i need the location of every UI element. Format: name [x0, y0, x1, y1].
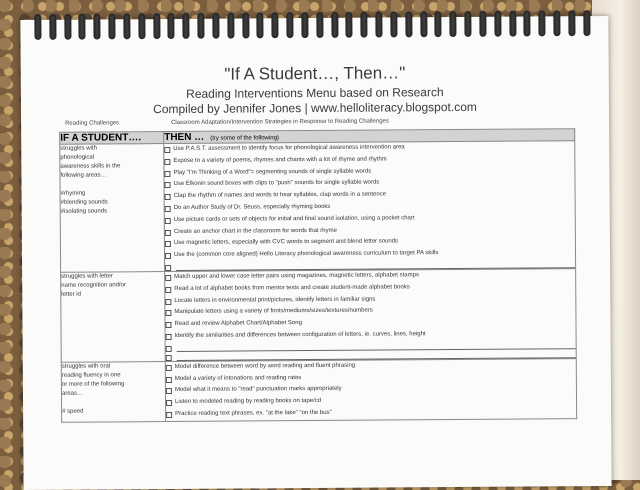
strategy-text: Clap the rhythm of names and words to hear syllables, clap words in a sentence: [173, 191, 387, 200]
checkbox[interactable]: [165, 287, 171, 293]
checkbox[interactable]: [166, 355, 172, 361]
spiral-ring: [64, 14, 71, 40]
spiral-ring: [227, 13, 234, 39]
spiral-ring: [286, 12, 293, 38]
spiral-ring: [538, 10, 545, 36]
checkbox[interactable]: [166, 400, 172, 406]
worksheet-page: [20, 16, 611, 490]
strategy-text: Use the (common core aligned) Hello Literacy phonological awareness curriculum to target PA skills: [173, 250, 439, 259]
challenge-line: # speed: [62, 408, 84, 415]
spiral-ring: [450, 11, 457, 37]
challenge-line: areas…: [61, 390, 84, 397]
interventions-table: [59, 128, 577, 422]
spiral-ring: [390, 11, 397, 37]
strategy-text: Read and review Alphabet Chart/Alphabet Song: [174, 320, 302, 328]
checkbox[interactable]: [165, 299, 171, 305]
challenge-line: phonological: [60, 154, 95, 161]
challenge-line: struggles with oral: [61, 363, 111, 370]
strategies-cell: [165, 358, 576, 421]
spiral-ring: [34, 14, 41, 40]
strategy-text: Locate letters in environmental print/pictures, identify letters in familiar signs: [174, 296, 376, 304]
spiral-ring: [197, 13, 204, 39]
checkbox[interactable]: [166, 388, 172, 394]
spiral-ring: [509, 11, 516, 37]
spiral-ring: [212, 13, 219, 39]
checkbox[interactable]: [165, 241, 171, 247]
challenge-line: letter id: [61, 291, 81, 298]
checkbox[interactable]: [165, 310, 171, 316]
strategy-text: Create an anchor chart in the classroom for words that rhyme: [173, 227, 337, 235]
header-if-a-student: IF A STUDENT….: [60, 132, 164, 145]
strategy-text: Practice reading text phrases, ex. "at the lake" "on the bus": [175, 409, 332, 417]
strategy-text: Expose to a variety of poems, rhymes and chants with a lot of rhyme and rhythm: [173, 156, 387, 164]
spiral-ring: [479, 11, 486, 37]
challenge-line: #rhyming: [60, 190, 86, 197]
challenge-cell: [61, 361, 165, 422]
spiral-ring: [316, 12, 323, 38]
table-row: [60, 141, 576, 273]
spiral-ring: [494, 11, 501, 37]
spiral-ring: [272, 12, 279, 38]
spiral-ring: [108, 13, 115, 39]
checkbox[interactable]: [165, 182, 171, 188]
strategy-text: Manipulate letters using a variety of fonts/mediums/sizes/textures/numbers: [174, 307, 373, 316]
checkbox[interactable]: [165, 218, 171, 224]
checkbox[interactable]: [165, 253, 171, 259]
strategy-text: Identify the similarities and differences between configuration of letters, ie. curves, lines, height: [174, 331, 426, 339]
checkbox[interactable]: [165, 230, 171, 236]
caption-interventions: Classroom Adaptation/Intervention Strategies in Response to Reading Challenges: [171, 118, 389, 127]
header-then-note: (try some of the following): [210, 135, 279, 142]
spiral-ring: [79, 14, 86, 40]
caption-reading-challenges: Reading Challenges: [65, 120, 120, 127]
checkbox[interactable]: [166, 377, 172, 383]
spiral-ring: [94, 13, 101, 39]
checkbox[interactable]: [166, 346, 172, 352]
strategy-item: [166, 406, 576, 421]
checkbox[interactable]: [165, 194, 171, 200]
spiral-ring: [524, 10, 531, 36]
spiral-ring: [464, 11, 471, 37]
strategy-text: Use picture cards or sets of objects for initial and final sound isolation, using a pocket chart: [173, 215, 415, 223]
spiral-ring: [49, 14, 56, 40]
spiral-ring: [435, 11, 442, 37]
page-title: "If A Student…, Then…": [224, 63, 406, 84]
checkbox[interactable]: [165, 275, 171, 281]
checkbox[interactable]: [165, 206, 171, 212]
spiral-ring: [405, 11, 412, 37]
strategy-text: Use magnetic letters, especially with CVC words to segment and blend letter sounds: [173, 238, 399, 247]
checkbox[interactable]: [165, 265, 171, 271]
strategy-text: Use Elkonin sound boxes with clips to "push" sounds for single syllable words: [173, 179, 380, 188]
strategy-text: Model what it means to "read" punctuation marks appropriately: [174, 386, 342, 394]
strategy-text: Play "I'm Thinking of a Word"= segmenting sounds of single syllable words: [173, 168, 372, 176]
strategy-text: Model a variety of intonations and reading rates: [174, 374, 302, 382]
spiral-ring: [242, 12, 249, 38]
challenge-line: reading fluency in one: [61, 372, 121, 379]
spiral-ring: [361, 12, 368, 38]
spiral-ring: [257, 12, 264, 38]
page-subtitle: Reading Interventions Menu based on Research: [186, 85, 444, 101]
challenge-line: or more of the following: [61, 381, 125, 388]
challenge-cell: [60, 144, 165, 273]
strategy-text: Use P.A.S.T. assessment to identify focus for phonological awareness intervention area: [173, 144, 405, 152]
spiral-ring: [420, 11, 427, 37]
strategies-cell: [165, 269, 577, 362]
table-row: [61, 269, 577, 362]
strategy-text: Listen to modeled reading by reading books on tape/cd: [175, 398, 322, 406]
spiral-ring: [183, 13, 190, 39]
header-then: THEN … (try some of the following): [164, 129, 575, 144]
spiral-ring: [553, 10, 560, 36]
strategy-text: Read a lot of alphabet books from mentor texts and create student-made alphabet books: [174, 284, 410, 292]
strategy-text: Match upper and lower case letter pairs using magazines, magnetic letters, alphabet stamps: [174, 272, 419, 280]
strategies-cell: [164, 141, 576, 272]
checkbox[interactable]: [164, 147, 170, 153]
spiral-ring: [153, 13, 160, 39]
challenge-line: struggles with: [60, 145, 97, 152]
challenge-line: following areas…: [60, 172, 107, 179]
checkbox[interactable]: [166, 365, 172, 371]
challenge-line: name recognition and/or: [61, 282, 126, 289]
checkbox[interactable]: [166, 412, 172, 418]
spiral-ring: [583, 10, 590, 36]
spiral-ring: [301, 12, 308, 38]
author-credit: Compiled by Jennifer Jones | www.helloliteracy.blogspot.com: [153, 99, 477, 117]
strategy-text: Do an Author Study of Dr. Seuss, especially rhyming books: [173, 203, 331, 211]
spiral-ring: [138, 13, 145, 39]
spiral-ring: [331, 12, 338, 38]
strategy-text: Model difference between word by word reading and fluent phrasing: [174, 362, 356, 370]
checkbox[interactable]: [166, 334, 172, 340]
challenge-line: #isolating sounds: [60, 208, 108, 215]
spiral-ring: [168, 13, 175, 39]
checkbox[interactable]: [164, 171, 170, 177]
spiral-ring: [123, 13, 130, 39]
challenge-line: #blending sounds: [60, 199, 108, 206]
checkbox[interactable]: [164, 159, 170, 165]
spiral-ring: [375, 12, 382, 38]
spiral-binding: [34, 10, 590, 44]
spiral-ring: [568, 10, 575, 36]
challenge-cell: [61, 272, 166, 363]
challenge-line: struggles with letter: [61, 273, 113, 280]
spiral-ring: [346, 12, 353, 38]
table-row: [61, 358, 576, 422]
challenge-line: awareness skills in the: [60, 163, 121, 170]
checkbox[interactable]: [165, 322, 171, 328]
